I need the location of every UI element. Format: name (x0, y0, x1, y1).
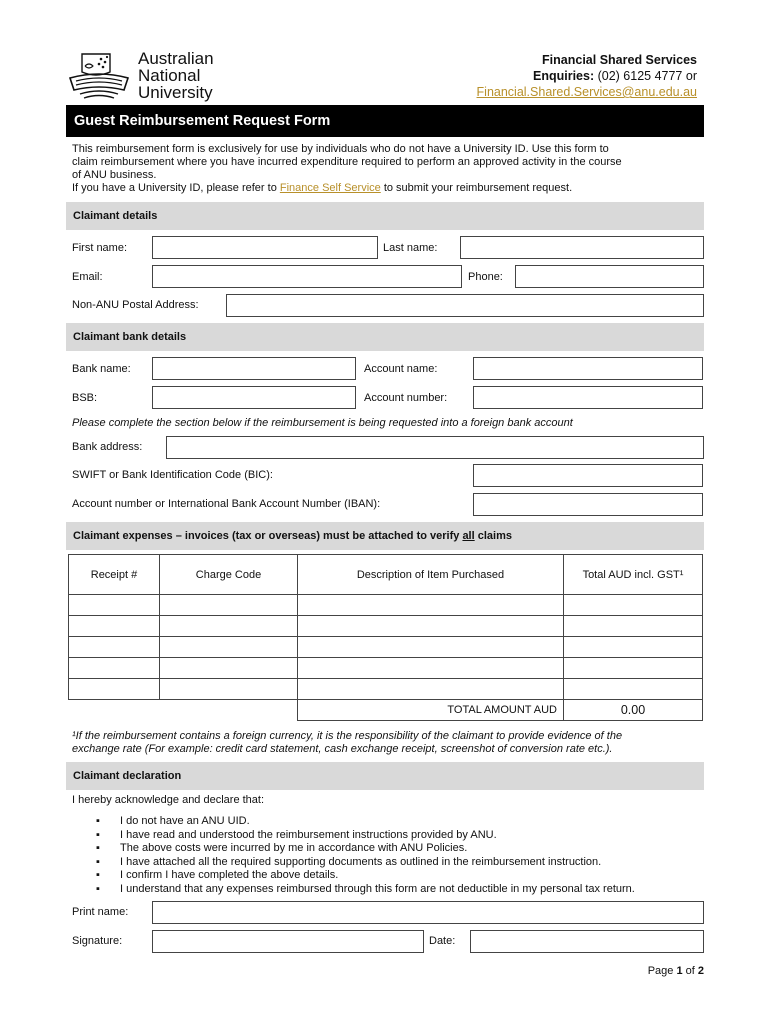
phone-label: Phone: (468, 271, 503, 283)
print-name-field[interactable] (152, 901, 704, 924)
logo-line-1: Australian (138, 49, 214, 68)
footnote-line-2: exchange rate (For example: credit card statement, cash exchange receipt, screenshot of conversion rate etc.). (72, 743, 613, 755)
logo-line-2: National (138, 66, 201, 85)
col-description: Description of Item Purchased (298, 555, 564, 595)
logo-line-3: University (138, 83, 213, 102)
email-label: Email: (72, 271, 103, 283)
table-row[interactable] (69, 637, 703, 658)
page-of: of (682, 965, 698, 977)
date-label: Date: (429, 935, 456, 947)
declaration-item-text: I have attached all the required supporting documents as outlined in the reimbursement instruction. (120, 855, 602, 868)
or-text: or (685, 69, 697, 83)
first-name-label: First name: (72, 242, 128, 254)
account-name-label: Account name: (364, 363, 438, 375)
expenses-header-text: Claimant expenses – invoices (tax or overseas) must be attached to verify (73, 530, 463, 542)
phone-field[interactable] (515, 265, 704, 288)
anu-crest-icon (66, 48, 132, 104)
intro-line-2: claim reimbursement where you have incurred expenditure required to perform an approved activity in the course (72, 156, 622, 168)
phone-number: (02) 6125 4777 (597, 69, 683, 83)
table-row[interactable] (69, 658, 703, 679)
bank-name-field[interactable] (152, 357, 356, 380)
col-receipt: Receipt # (69, 555, 160, 595)
page-total: 2 (697, 965, 704, 977)
signature-field[interactable] (152, 930, 424, 953)
anu-logo (66, 48, 241, 104)
email-link[interactable]: Financial.Shared.Services@anu.edu.au (476, 85, 697, 99)
swift-label: SWIFT or Bank Identification Code (BIC): (72, 469, 273, 481)
dept-name: Financial Shared Services (542, 53, 697, 67)
intro-line-1: This reimbursement form is exclusively for use by individuals who do not have a University ID. Use this form to (72, 143, 609, 155)
iban-field[interactable] (473, 493, 703, 516)
declaration-intro: I hereby acknowledge and declare that: (72, 794, 265, 806)
last-name-field[interactable] (460, 236, 704, 259)
declaration-header: Claimant declaration (66, 762, 704, 790)
form-title: Guest Reimbursement Request Form (66, 105, 704, 137)
total-label: TOTAL AMOUNT AUD (298, 700, 564, 721)
postal-address-field[interactable] (226, 294, 704, 317)
date-field[interactable] (470, 930, 704, 953)
account-name-field[interactable] (473, 357, 703, 380)
bank-name-label: Bank name: (72, 363, 131, 375)
list-item: ▪ I understand that any expenses reimbursed through this form are not deductible in my personal tax return. (96, 882, 635, 895)
footnote-line-1: ¹If the reimbursement contains a foreign currency, it is the responsibility of the claimant to provide evidence of the (72, 730, 623, 742)
intro-line-4-pre: If you have a University ID, please refer to (72, 182, 280, 194)
declaration-item-text: I understand that any expenses reimbursed through this form are not deductible in my personal tax return. (120, 882, 635, 895)
bsb-label: BSB: (72, 392, 98, 404)
col-charge-code: Charge Code (160, 555, 298, 595)
enquiries-label: Enquiries: (532, 69, 595, 83)
list-item: ▪ The above costs were incurred by me in accordance with ANU Policies. (96, 842, 468, 855)
page-pre: Page (647, 965, 677, 977)
foreign-account-note: Please complete the section below if the reimbursement is being requested into a foreign bank account (72, 417, 573, 429)
finance-self-service-link[interactable]: Finance Self Service (279, 182, 381, 194)
last-name-label: Last name: (383, 242, 438, 254)
account-number-field[interactable] (473, 386, 703, 409)
expenses-table (68, 554, 703, 721)
table-row[interactable] (69, 595, 703, 616)
page-number (648, 965, 704, 978)
expenses-header (66, 522, 704, 550)
postal-address-label: Non-ANU Postal Address: (72, 299, 199, 311)
page-current: 1 (676, 965, 683, 977)
signature-label: Signature: (72, 935, 123, 947)
swift-field[interactable] (473, 464, 703, 487)
email-field[interactable] (152, 265, 462, 288)
intro-text (72, 143, 702, 195)
first-name-field[interactable] (152, 236, 378, 259)
print-name-label: Print name: (72, 906, 129, 918)
table-row[interactable] (69, 679, 703, 700)
total-row (69, 700, 703, 721)
list-item: ▪ I have read and understood the reimbursement instructions provided by ANU. (96, 828, 497, 841)
declaration-item-text: I do not have an ANU UID. (120, 815, 250, 827)
list-item: ▪ I have attached all the required supporting documents as outlined in the reimbursement instruction. (96, 855, 602, 868)
expenses-header-all: all (462, 530, 475, 542)
bank-address-field[interactable] (166, 436, 704, 459)
total-value: 0.00 (564, 700, 703, 721)
contact-block (477, 52, 697, 100)
declaration-item-text: The above costs were incurred by me in accordance with ANU Policies. (120, 842, 468, 855)
intro-line-3: of ANU business. (72, 169, 157, 181)
bank-address-label: Bank address: (72, 441, 143, 453)
claimant-details-header: Claimant details (66, 202, 704, 230)
col-total: Total AUD incl. GST¹ (564, 555, 703, 595)
table-row[interactable] (69, 616, 703, 637)
bsb-field[interactable] (152, 386, 356, 409)
bank-details-header: Claimant bank details (66, 323, 704, 351)
declaration-list (96, 815, 635, 897)
account-number-label: Account number: (364, 392, 448, 404)
table-header-row (69, 555, 703, 595)
iban-label: Account number or International Bank Account Number (IBAN): (72, 498, 381, 510)
declaration-item-text: I confirm I have completed the above details. (120, 869, 339, 882)
list-item: ▪ I do not have an ANU UID. (96, 815, 250, 827)
list-item: ▪ I confirm I have completed the above details. (96, 869, 339, 882)
intro-line-4-post: to submit your reimbursement request. (380, 182, 573, 194)
expenses-header-end: claims (474, 530, 512, 542)
declaration-item-text: I have read and understood the reimbursement instructions provided by ANU. (120, 828, 497, 841)
